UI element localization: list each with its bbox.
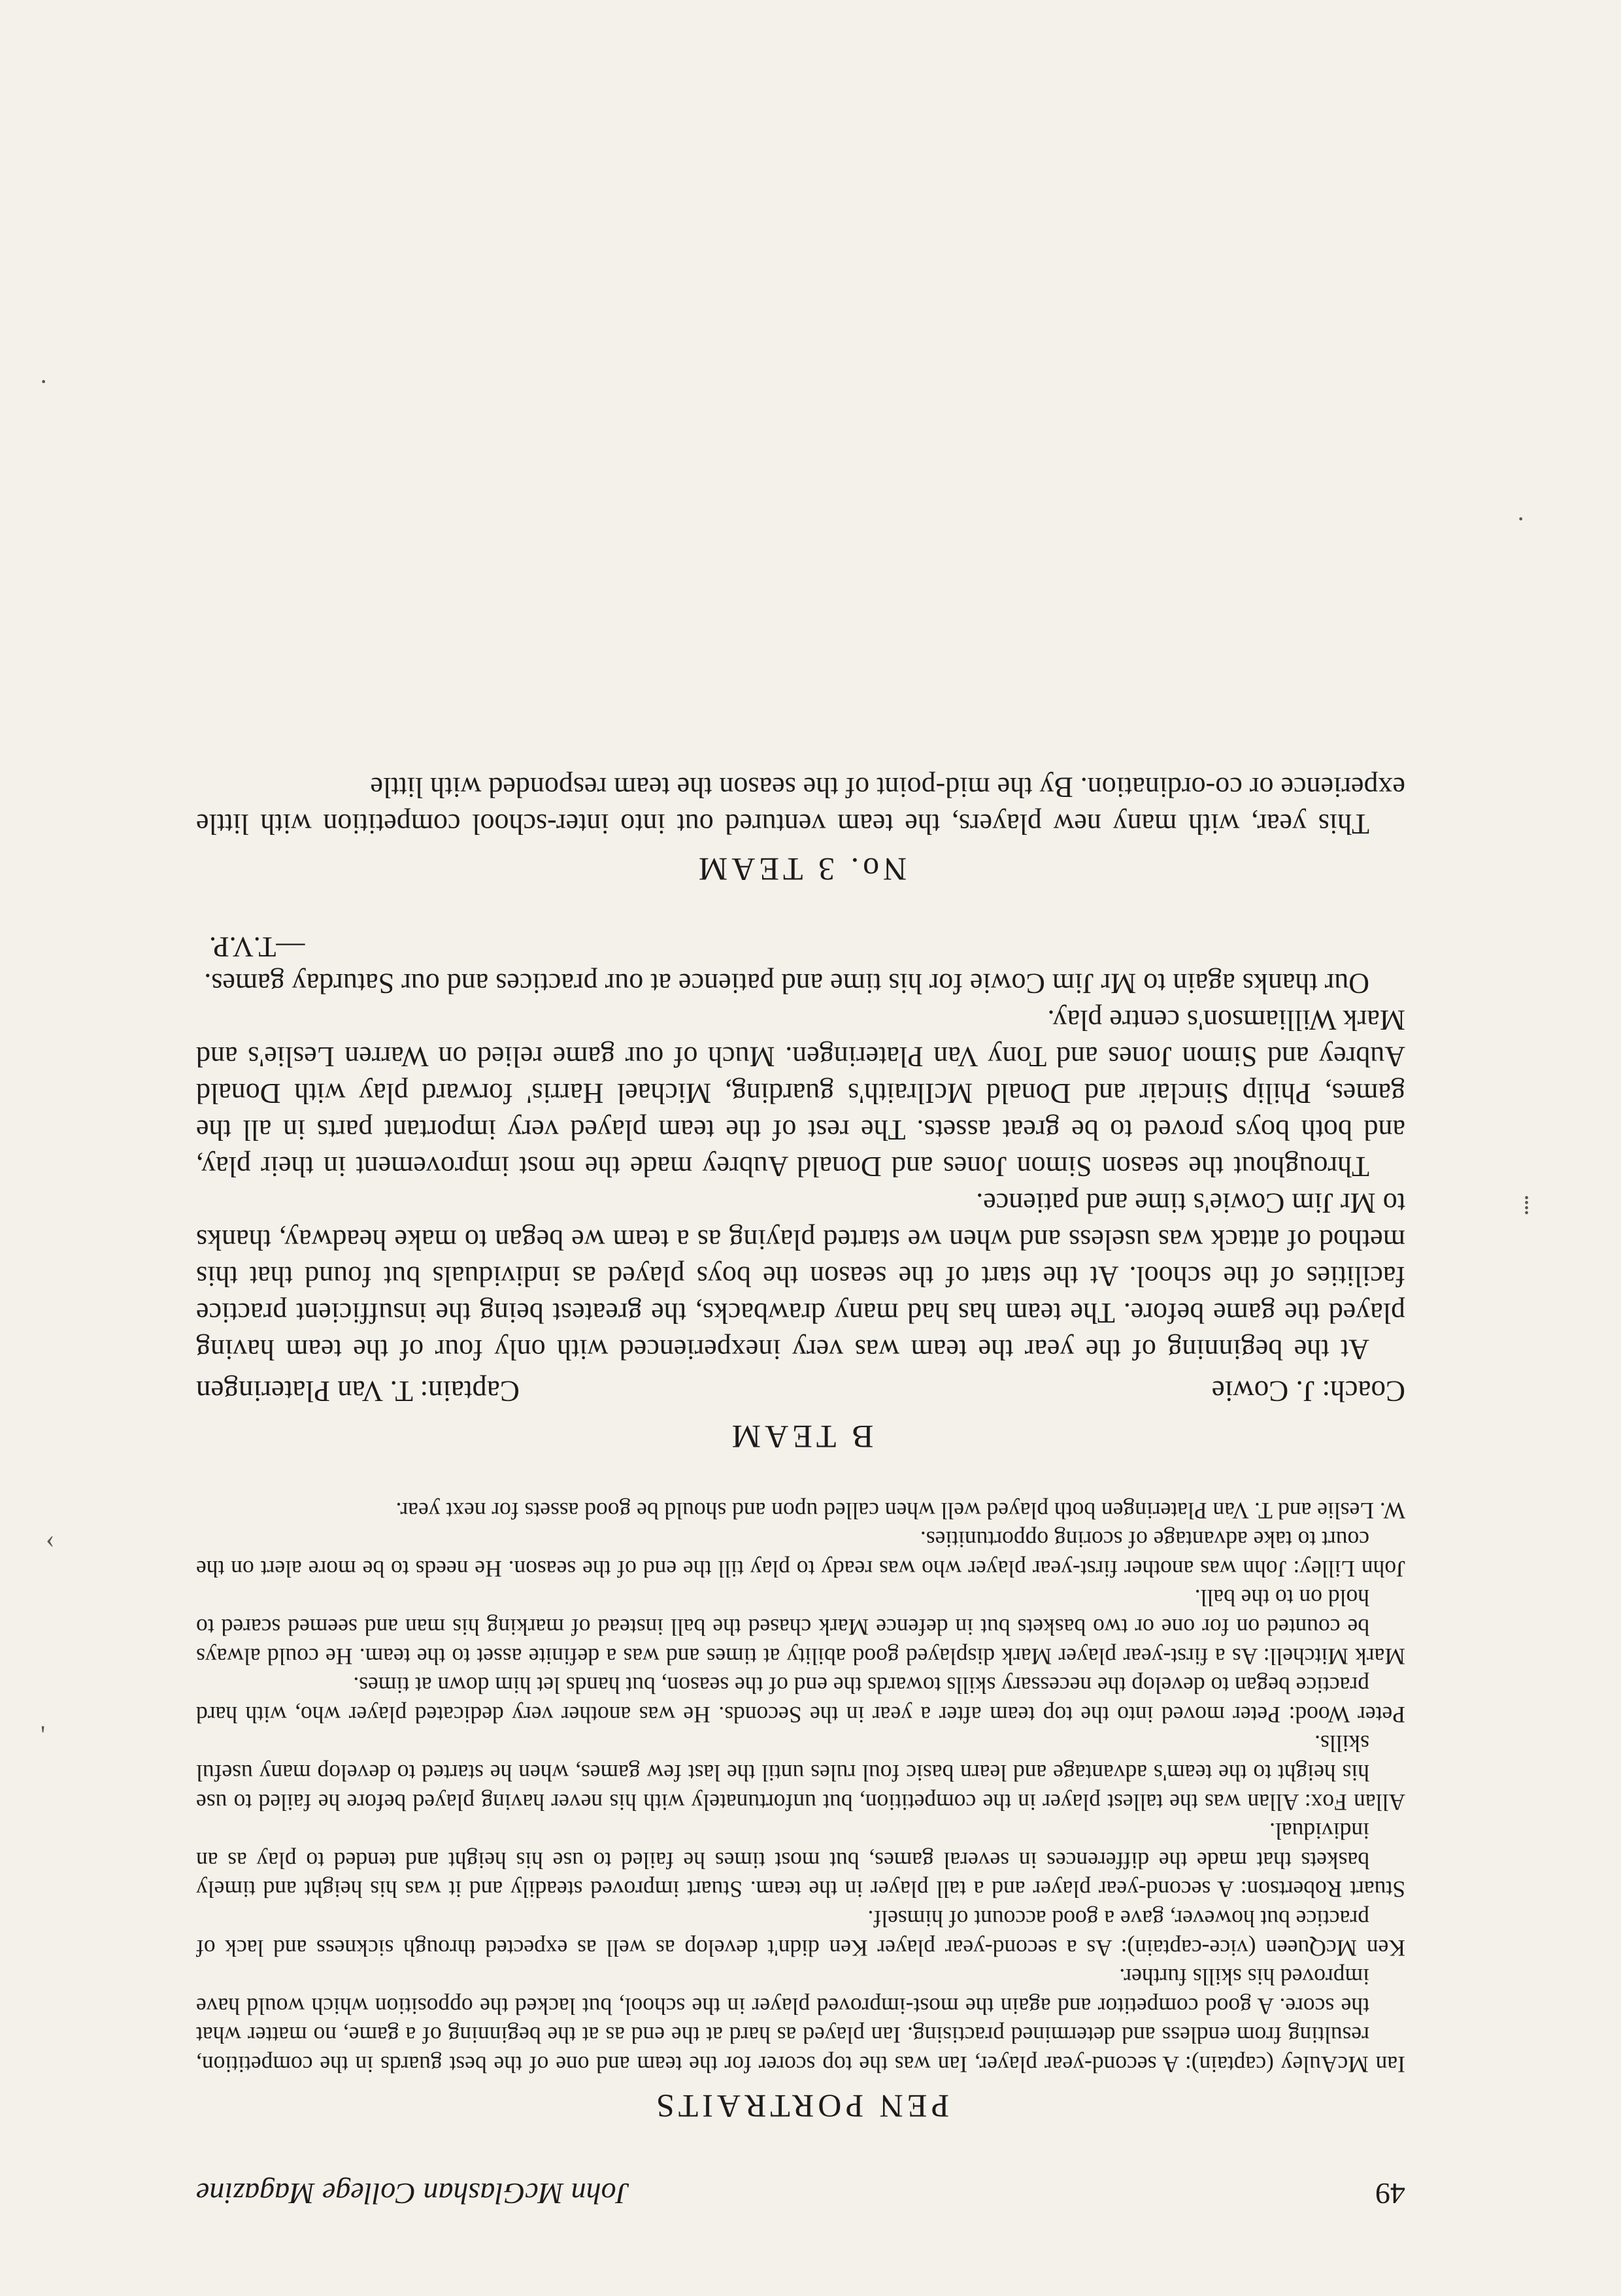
b-team-officials bbox=[196, 1373, 1405, 1410]
b-team-captain: Captain: T. Van Plateringen bbox=[196, 1375, 520, 1408]
b-team-paragraph: At the beginning of the year the team was very inexperienced with only four of the team having played the game before. The team has had many drawbacks, the greatest being the insufficient practice facilities of the school. At the start of the season the boys played as individuals but found that this method of attack was useless and when we started playing as a team we began to make headway, thanks to Mr Jim Cowie's time and patience. bbox=[196, 1187, 1405, 1366]
portrait-entry: Mark Mitchell: As a first-year player Mark displayed good ability at times and was a definite asset to the team. He could always be counted on for one or two baskets but in defence Mark chased the ball instead of marking his man and seemed scared to hold on to the ball. bbox=[196, 1585, 1405, 1670]
page-content bbox=[196, 769, 1405, 2211]
margin-mark: · bbox=[1516, 504, 1526, 533]
portrait-entry: Ken McQueen (vice-captain): As a second-year player Ken didn't develop as well as expected through sickness and lack of practice but however, gave a good account of himself. bbox=[196, 1906, 1405, 1961]
no3-team-title: No. 3 TEAM bbox=[694, 851, 907, 888]
pen-portraits-title: PEN PORTRAITS bbox=[652, 2088, 950, 2125]
magazine-title: John McGlashan College Magazine bbox=[196, 2177, 630, 2210]
margin-mark: ⁞ bbox=[1523, 1190, 1531, 1220]
portrait-entry: W. Leslie and T. Van Plateringen both played well when called upon and should be good assets for next year. bbox=[395, 1497, 1405, 1524]
b-team-signoff: —T.V.P. bbox=[209, 931, 305, 964]
margin-mark: ‹ bbox=[46, 1524, 55, 1553]
no3-team-paragraph: This year, with many new players, the team ventured out into inter-school competition with little experience or co-ordination. By the mid-point of the season the team responded with little bbox=[196, 771, 1405, 841]
page-number: 49 bbox=[1375, 2177, 1405, 2210]
portrait-entry: John Lilley: John was another first-year player who was ready to play till the end of the season. He needs to be more alert on the court to take advantage of scoring opportunities. bbox=[196, 1527, 1405, 1582]
b-team-paragraph: Our thanks again to Mr Jim Cowie for his time and patience at our practices and our Saturday games. bbox=[204, 968, 1369, 1000]
portrait-entry: Ian McAuley (captain): A second-year player, Ian was the top scorer for the team and one of the best guards in the competition, resulting from endless and determined practising. Ian played as hard at the end as at the beginning of a game, no matter what the score. A good competitor and again the most-improved player in the school, but lacked the opposition which would have improved his skills further. bbox=[196, 1964, 1405, 2078]
margin-mark: ' bbox=[41, 1720, 46, 1749]
running-header bbox=[196, 2165, 1405, 2211]
portrait-entry: Peter Wood: Peter moved into the top team after a year in the Seconds. He was another very dedicated player who, with hard practice began to develop the necessary skills towards the end of the season, but hands let him down at times. bbox=[196, 1672, 1405, 1728]
portrait-entry: Stuart Robertson: A second-year player and a tall player in the team. Stuart improved steadily and it was his height and timely baskets that made the differences in several games, but most times he failed to use his height and tended to play as an individual. bbox=[196, 1818, 1405, 1903]
margin-mark: · bbox=[39, 367, 48, 396]
portrait-entry: Allan Fox: Allan was the tallest player in the competition, but unfortunately with his never having played before he failed to use his height to the team's advantage and learn basic foul rules until the last few games, when he started to develop many useful skills. bbox=[196, 1730, 1405, 1815]
b-team-paragraph: Throughout the season Simon Jones and Donald Aubrey made the most improvement in their play, and both boys proved to be great assets. The rest of the team played very important parts in all the games, Philip Sinclair and Donald McIlraith's guarding, Michael Harris' forward play with Donald Aubrey and Simon Jones and Tony Van Plateringen. Much of our game relied on Warren Leslie's and Mark Williamson's centre play. bbox=[196, 1004, 1405, 1183]
b-team-coach: Coach: J. Cowie bbox=[1211, 1375, 1405, 1408]
b-team-title: B TEAM bbox=[727, 1419, 874, 1456]
